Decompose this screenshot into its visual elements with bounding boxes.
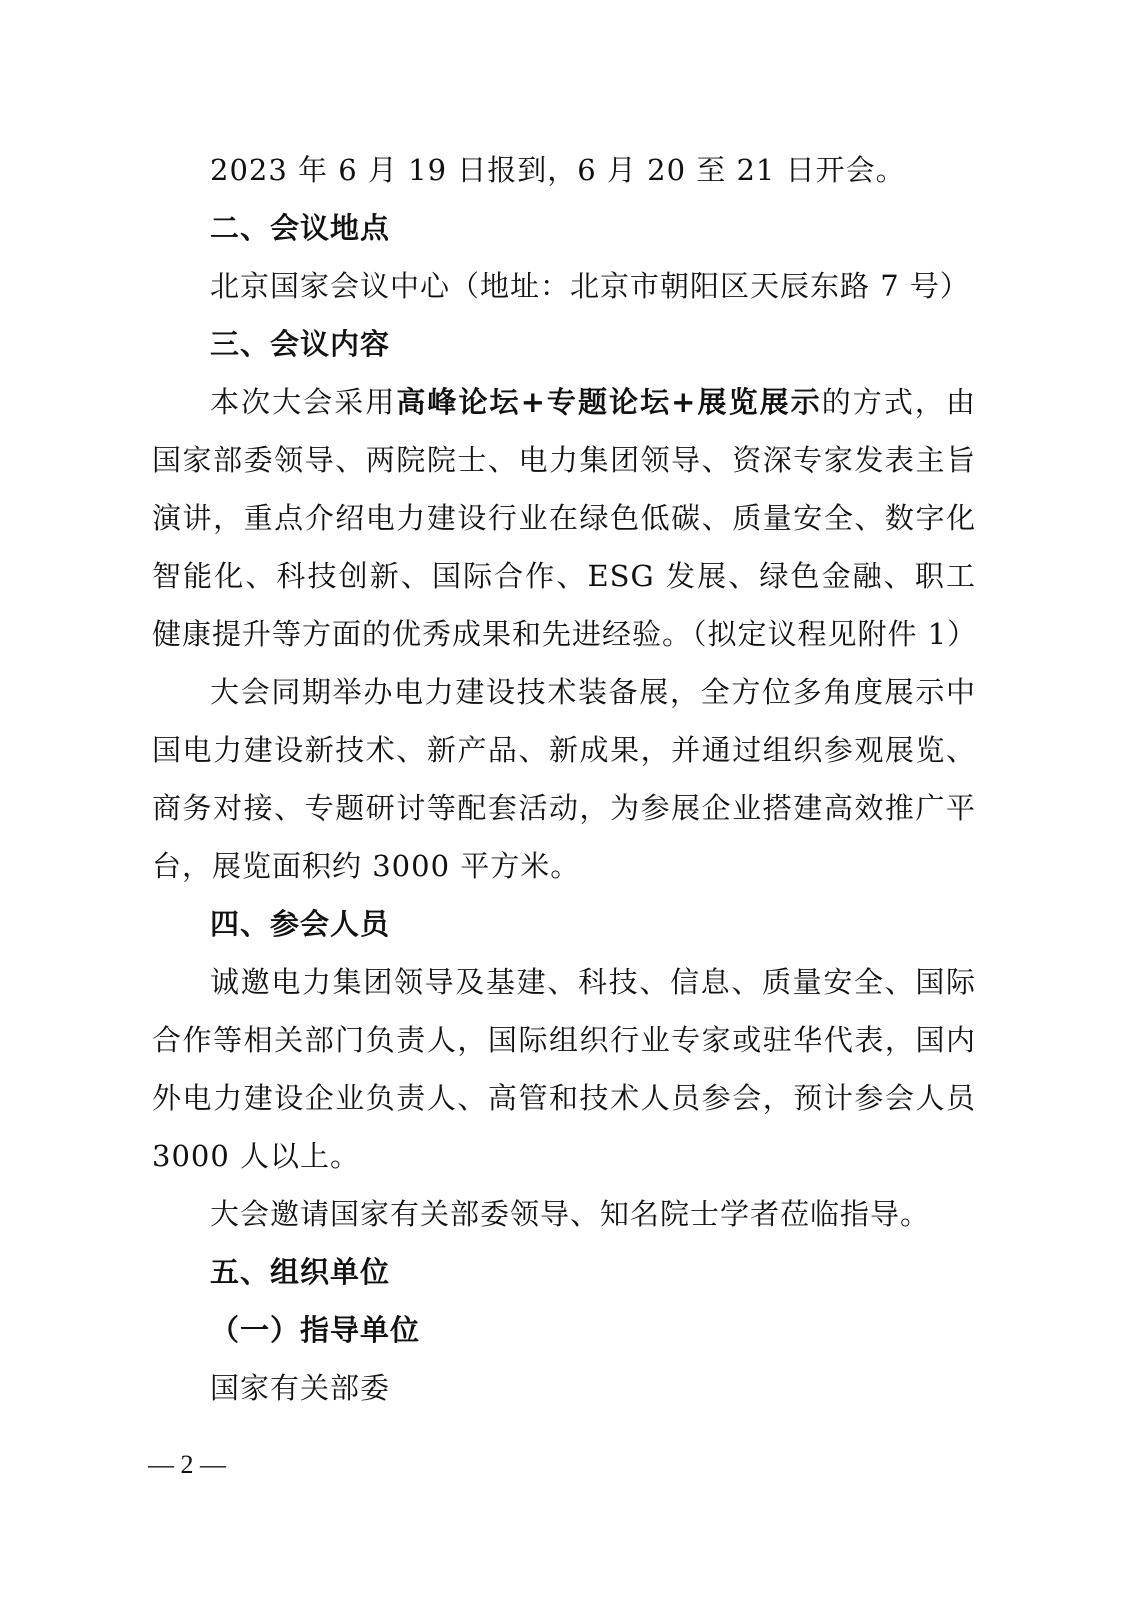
page-number: — 2 — xyxy=(148,1450,226,1479)
attendees-paragraph-2: 大会邀请国家有关部委领导、知名院士学者莅临指导。 xyxy=(210,1197,931,1231)
section-heading-content: 三、会议内容 xyxy=(210,327,391,361)
section-heading-venue: 二、会议地点 xyxy=(210,211,391,245)
content-paragraph-2: 大会同期举办电力建设技术装备展，全方位多角度展示中国电力建设新技术、新产品、新成果，并通过组织参观展览、商务对接、专题研讨等配套活动，为参展企业搭建高效推广平台，展览面积约 3000 平方米。 xyxy=(152,675,976,883)
content-p1-prefix: 本次大会采用 xyxy=(210,385,397,419)
subsection-heading-guidance: （一）指导单位 xyxy=(210,1313,421,1347)
guidance-unit-text: 国家有关部委 xyxy=(210,1371,391,1405)
content-p1-suffix: 的方式，由国家部委领导、两院院士、电力集团领导、资深专家发表主旨演讲，重点介绍电力建设行业在绿色低碳、质量安全、数字化智能化、科技创新、国际合作、ESG 发展、绿色金融、职工健康提升等方面的优秀成果和先进经验。（拟定议程见附件 1） xyxy=(152,385,978,651)
section-heading-attendees: 四、参会人员 xyxy=(210,907,391,941)
venue-text: 北京国家会议中心（地址：北京市朝阳区天辰东路 7 号） xyxy=(210,269,970,303)
content-paragraph-1 xyxy=(152,373,976,663)
section-heading-organizers: 五、组织单位 xyxy=(210,1255,391,1289)
attendees-paragraph-1: 诚邀电力集团领导及基建、科技、信息、质量安全、国际合作等相关部门负责人，国际组织行业专家或驻华代表，国内外电力建设企业负责人、高管和技术人员参会，预计参会人员 3000 人以上。 xyxy=(152,965,976,1173)
content-p1-emphasis: 高峰论坛+专题论坛+展览展示 xyxy=(396,385,822,419)
date-line: 2023 年 6 月 19 日报到，6 月 20 至 21 日开会。 xyxy=(210,153,906,187)
